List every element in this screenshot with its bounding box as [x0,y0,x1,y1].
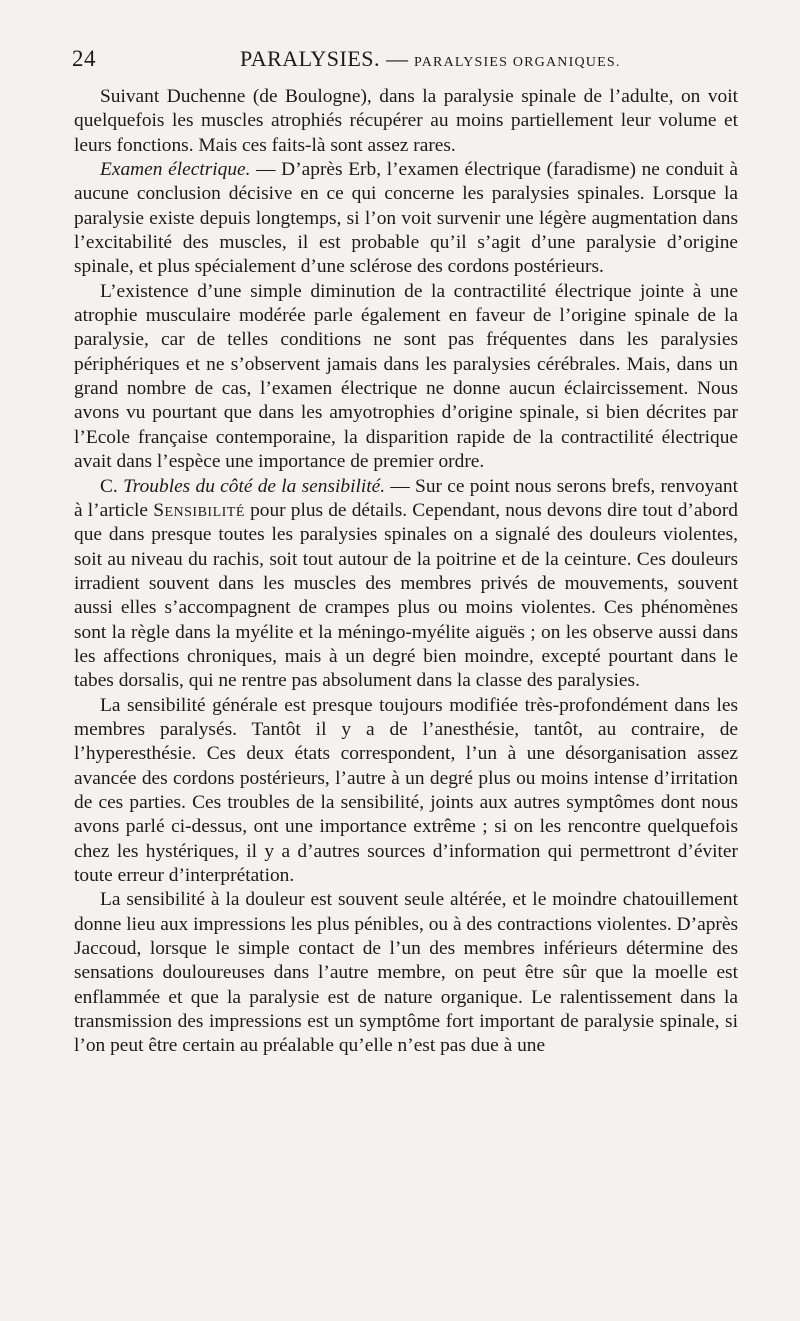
paragraph-text: La sensibilité générale est presque toujours modifiée très-profondément dans les membres paralysés. Tantôt il y a de l’anesthésie, tantôt, au contraire, de l’hyperesthésie. Ces deux états correspondent, l’un à une désorganisation assez avancée des cordons postérieurs, l’autre à un degré plus ou moins intense d’irritation de ces parties. Ces troubles de la sensibilité, joints aux autres symptômes dont nous avons parlé ci-dessus, ont une importance extrême ; si on les rencontre quelquefois chez les hystériques, il y a d’autres sources d’information qui permettront d’éviter toute erreur d’interprétation. [74,694,738,886]
paragraph-contractilite [74,280,738,475]
body-text [74,85,738,1059]
paragraph-text: — D’après Erb, l’examen électrique (faradisme) ne conduit à aucune conclusion décisive en ce qui concerne les paralysies spinales. Lorsque la paralysie existe depuis longtemps, si l’on voit survenir une légère augmentation dans l’excitabilité des muscles, il est probable qu’il s’agit d’une paralysie d’origine spinale, et plus spécialement d’une sclérose des cordons postérieurs. [74,159,738,278]
running-title-separator: — [386,46,409,71]
paragraph-sensibilite-douleur [74,888,738,1058]
page-number: 24 [72,46,96,71]
paragraph-text: L’existence d’une simple diminution de la contractilité électrique jointe à une atrophie musculaire modérée parle également en faveur de l’origine spinale de la paralysie, car de telles conditions ne sont pas fréquentes dans les paralysies périphériques et ne s’observent jamais dans les paralysies cérébrales. Mais, dans un grand nombre de cas, l’examen électrique ne donne aucun éclaircissement. Nous avons vu pourtant que dans les amyotrophies d’origine spinale, si bien décrites par l’Ecole française contemporaine, la disparition rapide de la contractilité électrique avait dans l’espèce une importance de premier ordre. [74,280,738,473]
page-header [72,46,732,80]
paragraph-text: La sensibilité à la douleur est souvent seule altérée, et le moindre chatouillement donne lieu aux impressions les plus pénibles, ou à des contractions violentes. D’après Jaccoud, lorsque le simple contact de l’un des membres inférieurs détermine des sensations douloureuses dans l’autre membre, on peut être sûr que la moelle est enflammée et que la paralysie est de nature organique. Le ralentissement dans la transmission des impressions est un symptôme fort important de paralysie spinale, si l’on peut être certain au préalable qu’elle n’est pas due à une [74,889,738,1057]
section-heading-examen-electrique: Examen électrique. [100,159,251,181]
paragraph-troubles-sensibilite [74,475,738,694]
section-heading-troubles-sensibilite: Troubles du côté de la sensibilité. [123,475,386,497]
running-title-subtitle: PARALYSIES ORGANIQUES. [414,55,621,70]
paragraph-examen-electrique [74,158,738,280]
paragraph-sensibilite-generale [74,694,738,889]
paragraph-text: — Sur ce point nous serons brefs, renvoyant à l’article [74,475,738,521]
running-title [240,46,621,72]
paragraph-text: Suivant Duchenne (de Boulogne), dans la paralysie spinale de l’adulte, on voit quelquefois les muscles atrophiés récupérer au moins partiellement leur volume et leurs fonctions. Mais ces faits-là sont assez rares. [74,86,738,156]
paragraph-duchenne [74,85,738,158]
section-label: C. [100,475,124,497]
paragraph-text: pour plus de détails. Cependant, nous devons dire tout d’abord que dans presque toutes les paralysies spinales on a signalé des douleurs violentes, soit au niveau du rachis, soit tout autour de la poitrine et de la ceinture. Ces douleurs irradient souvent dans les muscles des membres privés de mouvements, souvent aussi elles s’accompagnent de crampes plus ou moins violentes. Ces phénomènes sont la règle dans la myélite et la méningo-myélite aiguës ; on les observe aussi dans les affections chroniques, mais à un degré bien moindre, excepté pourtant dans le tabes dorsalis, qui ne rentre pas absolument dans la classe des paralysies. [74,499,739,692]
running-title-main: PARALYSIES. [240,46,381,71]
article-reference: Sensibilité [153,499,245,521]
